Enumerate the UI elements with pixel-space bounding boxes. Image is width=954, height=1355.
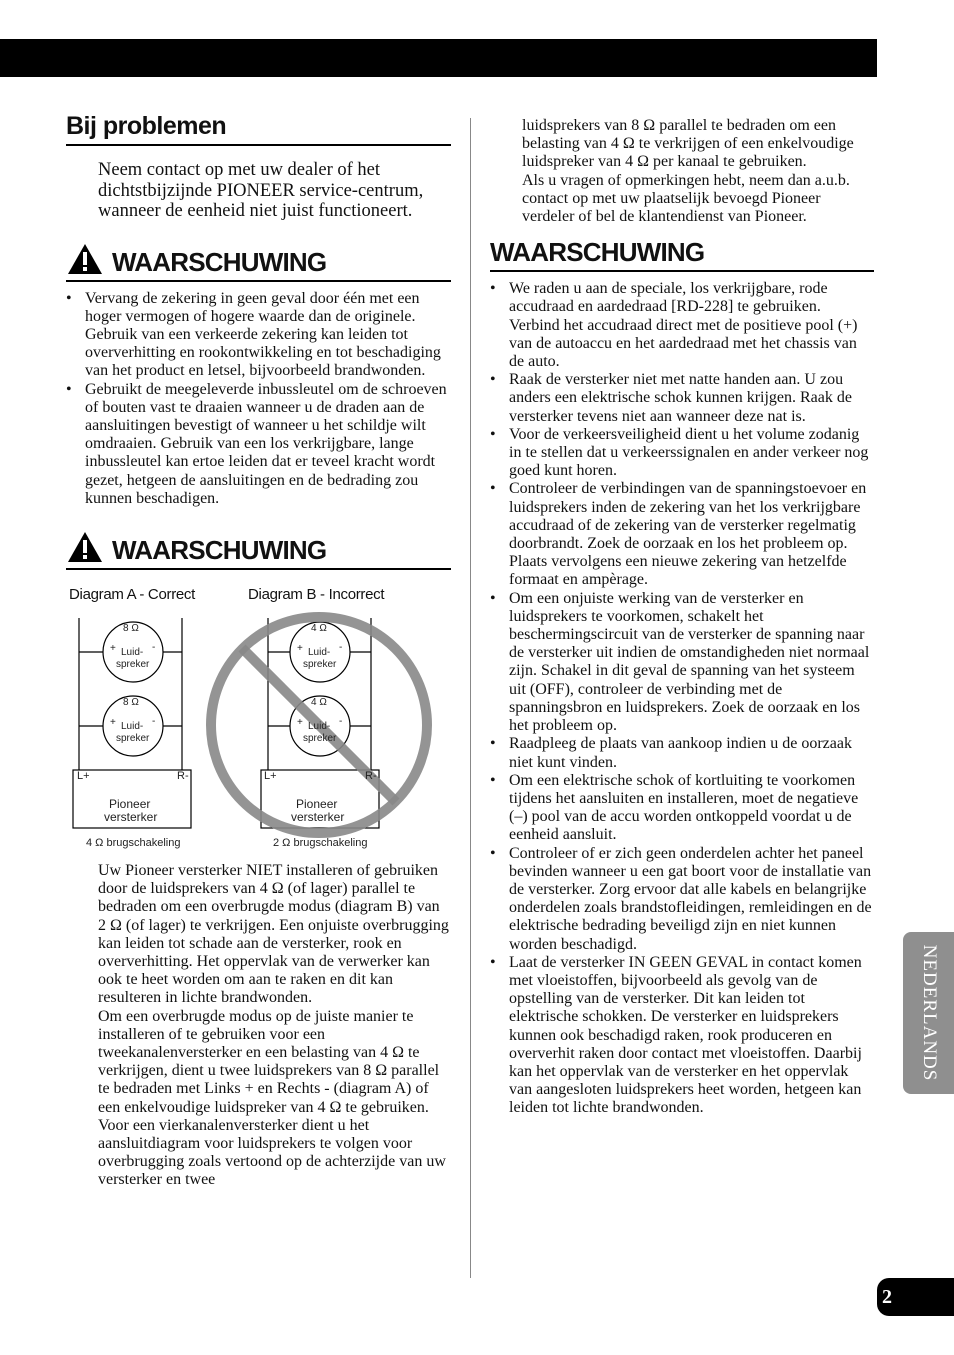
list-item: • Controleer of er zich geen onderdelen achter het paneel bevinden wanneer u een gat boort voor de installatie van de versterker. Zorg ervoor dat alle kabels en belangrijke onderdelen zoals brandstofleidingen, remleidingen en de elektrische bedrading beveiligd zijn en niet kunnen worden beschadigd. bbox=[490, 845, 874, 954]
amp-a-terminal-right: R- bbox=[177, 769, 189, 782]
speaker-b1-minus: - bbox=[339, 641, 343, 653]
speaker-a1-minus: - bbox=[152, 641, 156, 653]
speaker-a2-minus: - bbox=[152, 715, 156, 727]
speaker-b2-minus: - bbox=[339, 715, 343, 727]
speaker-a1-plus: + bbox=[110, 642, 116, 654]
right-column bbox=[490, 112, 874, 1118]
warning-title-2: WAARSCHUWING bbox=[112, 534, 327, 565]
warning-title-1: WAARSCHUWING bbox=[112, 246, 327, 277]
speaker-a1-ohm: 8 Ω bbox=[123, 622, 139, 634]
warning-title-3: WAARSCHUWING bbox=[490, 237, 705, 268]
amp-a-terminal-left: L+ bbox=[77, 769, 90, 782]
bridging-paragraph-2: Om een overbrugde modus op de juiste manier te installeren of te gebruiken voor een tweekanalenversterker en een belasting van 4 Ω te verkrijgen, dient u twee luidsprekers van 8 Ω parallel te bedraden met Links + en Rechts - (diagram A) of een enkelvoudige luidspreker van 4 Ω te gebruiken. Voor een vierkanalenversterker dient u het aansluitdiagram voor luidsprekers te volgen voor overbrugging zoals vertoond op de achterzijde van uw versterker en twee bbox=[98, 1007, 446, 1189]
list-item: • Om een elektrische schok of kortluiting te voorkomen tijdens het aansluiten en installeren, moet de negatieve (–) pool van de accu worden ontkoppeld voordat u de eenheid aansluit. bbox=[490, 772, 874, 845]
speaker-a2-ohm: 8 Ω bbox=[123, 696, 139, 708]
amp-a-line2: versterker bbox=[104, 809, 158, 824]
warning-list-1 bbox=[66, 290, 451, 508]
list-item: • Raadpleeg de plaats van aankoop indien u de oorzaak niet kunt vinden. bbox=[490, 735, 874, 771]
left-column bbox=[66, 112, 451, 1190]
speaker-a2-line1: Luid- bbox=[121, 720, 144, 732]
speaker-a1-line1: Luid- bbox=[121, 646, 144, 658]
warning-heading-3 bbox=[490, 237, 874, 272]
speaker-b1-line2: spreker bbox=[303, 658, 337, 670]
column-divider bbox=[470, 118, 471, 1278]
diagram-b-caption: 2 Ω brugschakeling bbox=[273, 836, 368, 849]
warning-heading-1 bbox=[66, 242, 451, 282]
list-item: • Gebruikt de meegeleverde inbussleutel om de schroeven of bouten vast te draaien wanneer u de draden aan de aansluitingen bevestigt of wanneer u het schildje wilt omdraaien. Gebruik van een los verkrijgbare, lange inbussleutel kan ertoe leiden dat er teveel kracht wordt gezet, hetgeen de aansluitingen en de bedrading zou kunnen beschadigen. bbox=[66, 381, 451, 508]
language-tab-label: NEDERLANDS bbox=[918, 944, 940, 1082]
speaker-b1-plus: + bbox=[297, 642, 303, 654]
list-item: • Controleer de verbindingen van de spanningstoevoer en luidsprekers inden de zekering van het los verkrijgbare accudraad of de zekering van de versterker regelmatig doorbrandt. Zoek de oorzaak en los het probleem op. Plaats vervolgens een nieuwe zekering van hetzelfde formaat en ampèrage. bbox=[490, 480, 874, 589]
bridging-paragraph-1: Uw Pioneer versterker NIET installeren of gebruiken door de luidsprekers van 4 Ω (of lager) parallel te bedraden om een overbrugde modus (diagram B) van 2 Ω (of lager) te verkrijgen. Een onjuiste overbrugging kan leiden tot schade aan de versterker, rook en oververhitting. Het oppervlak van de verwerker kan ook te heet worden om aan te raken en dit kan resulteren in lichte brandwonden. bbox=[98, 861, 449, 1007]
language-tab bbox=[903, 932, 954, 1094]
section-title-bij-problemen: Bij problemen bbox=[66, 112, 451, 146]
speaker-b1-line1: Luid- bbox=[308, 646, 331, 658]
speaker-b2-ohm: 4 Ω bbox=[311, 696, 327, 708]
contact-paragraph: Als u vragen of opmerkingen hebt, neem dan a.u.b. contact op met uw plaatselijk bevoegd Pioneer verdeler of bel de klantendienst van Pioneer. bbox=[522, 171, 850, 226]
diagram-a-label: Diagram A - Correct bbox=[69, 585, 196, 603]
amp-b-line2: versterker bbox=[291, 809, 345, 824]
speaker-b1-ohm: 4 Ω bbox=[311, 622, 327, 634]
amp-b-terminal-left: L+ bbox=[264, 769, 277, 782]
diagram-b-label: Diagram B - Incorrect bbox=[248, 585, 385, 603]
amp-b-terminal-right: R- bbox=[365, 769, 377, 782]
list-item: • We raden u aan de speciale, los verkrijgbare, rode accudraad en aardedraad [RD-228] te gebruiken. Verbind het accudraad direct met de positieve pool (+) van de autoaccu en het aardedraad met het chassis van de auto. bbox=[490, 280, 874, 371]
list-item: • Laat de versterker IN GEEN GEVAL in contact komen met vloeistoffen, bijvoorbeeld als gevolg van de opstelling van de versterker. Dit kan leiden tot elektrische schokken. De versterker en luidsprekers kunnen ook beschadigd raken, rook produceren en oververhit raken door contact met vloeistoffen. Daarbij kan het oppervlak van de versterker en het oppervlak van aangesloten luidsprekers heet worden, hetgeen kan leiden tot lichte brandwonden. bbox=[490, 954, 874, 1118]
diagram-a-caption: 4 Ω brugschakeling bbox=[86, 836, 181, 849]
speaker-a1-line2: spreker bbox=[116, 658, 150, 670]
speaker-a2-plus: + bbox=[110, 716, 116, 728]
speaker-b2-plus: + bbox=[297, 716, 303, 728]
bij-problemen-text: Neem contact op met uw dealer of het dichtstbijzijnde PIONEER service-centrum, wanneer de eenheid niet juist functioneert. bbox=[98, 160, 424, 221]
list-item: • Vervang de zekering in geen geval door één met een hoger vermogen of hogere waarde dan de originele. Gebruik van een verkeerde zekering kan leiden tot oververhitting en rookontwikkeling en tot beschadiging van het product en letsel, bijvoorbeeld brandwonden. bbox=[66, 290, 451, 381]
speaker-a2-line2: spreker bbox=[116, 732, 150, 744]
bridging-paragraph-2-continued: luidsprekers van 8 Ω parallel te bedraden om een belasting van 4 Ω te verkrijgen of een enkelvoudige luidspreker van 4 Ω per kanaal te gebruiken. bbox=[522, 117, 854, 171]
warning-heading-2 bbox=[66, 530, 451, 570]
speaker-b2-line1: Luid- bbox=[308, 720, 331, 732]
page-number: 2 bbox=[877, 1278, 954, 1316]
warning-triangle-icon bbox=[66, 242, 104, 276]
amp-b-line1: Pioneer bbox=[296, 796, 338, 811]
speaker-b2-line2: spreker bbox=[303, 732, 337, 744]
list-item: • Om een onjuiste werking van de versterker en luidsprekers te voorkomen, schakelt het beschermingscircuit van de versterker de spanning naar de versterker uit indien de omstandigheden niet normaal zijn. Schakel in dit geval de spanning van het systeem uit (OFF), controleer de verbinding met de spanningsbron en luidsprekers. Zoek de oorzaak en los het probleem op. bbox=[490, 590, 874, 736]
warning-triangle-icon bbox=[66, 530, 104, 564]
warning-list-3 bbox=[490, 280, 874, 1117]
list-item: • Voor de verkeersveiligheid dient u het volume zodanig in te stellen dat u verkeerssignalen en ander verkeer nog goed kunt horen. bbox=[490, 426, 874, 481]
list-item: • Raak de versterker niet met natte handen aan. U zou anders een elektrische schok kunnen krijgen. Raak de versterker tevens niet aan wanneer deze nat is. bbox=[490, 371, 874, 426]
wiring-diagrams bbox=[66, 580, 451, 848]
header-bar bbox=[0, 39, 877, 77]
amp-a-line1: Pioneer bbox=[109, 796, 151, 811]
